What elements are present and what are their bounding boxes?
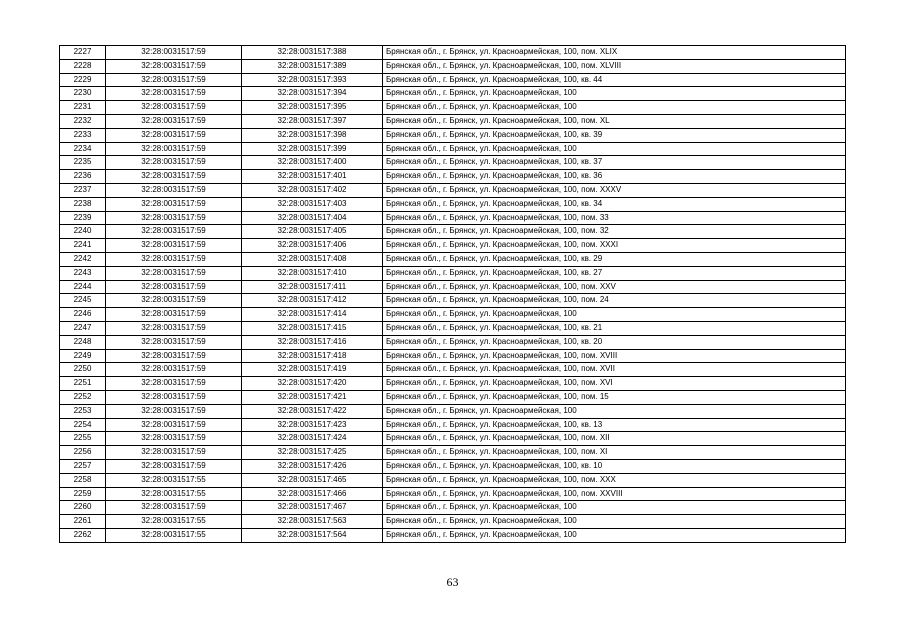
cadastral-number-cell: 32:28:0031517:421 xyxy=(242,390,383,404)
cadastral-number-cell: 32:28:0031517:406 xyxy=(242,239,383,253)
row-number-cell: 2259 xyxy=(60,487,106,501)
row-number-cell: 2262 xyxy=(60,528,106,542)
registry-table xyxy=(59,45,846,543)
table-row xyxy=(60,377,846,391)
row-number-cell: 2250 xyxy=(60,363,106,377)
address-cell: Брянская обл., г. Брянск, ул. Красноармейская, 100 xyxy=(383,501,846,515)
table-row xyxy=(60,459,846,473)
address-cell: Брянская обл., г. Брянск, ул. Красноармейская, 100, пом. XVIII xyxy=(383,349,846,363)
parent-cadastral-number-cell: 32:28:0031517:59 xyxy=(106,294,242,308)
address-cell: Брянская обл., г. Брянск, ул. Красноармейская, 100, пом. XVI xyxy=(383,377,846,391)
cadastral-number-cell: 32:28:0031517:418 xyxy=(242,349,383,363)
address-cell: Брянская обл., г. Брянск, ул. Красноармейская, 100 xyxy=(383,87,846,101)
cadastral-number-cell: 32:28:0031517:422 xyxy=(242,404,383,418)
address-cell: Брянская обл., г. Брянск, ул. Красноармейская, 100, пом. XII xyxy=(383,432,846,446)
cadastral-number-cell: 32:28:0031517:563 xyxy=(242,515,383,529)
row-number-cell: 2257 xyxy=(60,459,106,473)
row-number-cell: 2246 xyxy=(60,308,106,322)
cadastral-number-cell: 32:28:0031517:423 xyxy=(242,418,383,432)
cadastral-number-cell: 32:28:0031517:404 xyxy=(242,211,383,225)
row-number-cell: 2239 xyxy=(60,211,106,225)
parent-cadastral-number-cell: 32:28:0031517:59 xyxy=(106,459,242,473)
parent-cadastral-number-cell: 32:28:0031517:59 xyxy=(106,114,242,128)
address-cell: Брянская обл., г. Брянск, ул. Красноармейская, 100, кв. 37 xyxy=(383,156,846,170)
address-cell: Брянская обл., г. Брянск, ул. Красноармейская, 100 xyxy=(383,528,846,542)
row-number-cell: 2236 xyxy=(60,170,106,184)
address-cell: Брянская обл., г. Брянск, ул. Красноармейская, 100, кв. 44 xyxy=(383,73,846,87)
row-number-cell: 2240 xyxy=(60,225,106,239)
address-cell: Брянская обл., г. Брянск, ул. Красноармейская, 100, пом. XXVIII xyxy=(383,487,846,501)
table-row xyxy=(60,390,846,404)
cadastral-number-cell: 32:28:0031517:389 xyxy=(242,59,383,73)
cadastral-number-cell: 32:28:0031517:400 xyxy=(242,156,383,170)
registry-table-body xyxy=(60,46,846,543)
address-cell: Брянская обл., г. Брянск, ул. Красноармейская, 100, кв. 10 xyxy=(383,459,846,473)
cadastral-number-cell: 32:28:0031517:402 xyxy=(242,183,383,197)
cadastral-number-cell: 32:28:0031517:410 xyxy=(242,266,383,280)
parent-cadastral-number-cell: 32:28:0031517:59 xyxy=(106,418,242,432)
table-row xyxy=(60,528,846,542)
parent-cadastral-number-cell: 32:28:0031517:59 xyxy=(106,59,242,73)
cadastral-number-cell: 32:28:0031517:416 xyxy=(242,335,383,349)
row-number-cell: 2235 xyxy=(60,156,106,170)
table-row xyxy=(60,252,846,266)
page-number: 63 xyxy=(446,575,459,589)
row-number-cell: 2258 xyxy=(60,473,106,487)
address-cell: Брянская обл., г. Брянск, ул. Красноармейская, 100, пом. XXX xyxy=(383,473,846,487)
cadastral-number-cell: 32:28:0031517:408 xyxy=(242,252,383,266)
parent-cadastral-number-cell: 32:28:0031517:59 xyxy=(106,183,242,197)
cadastral-number-cell: 32:28:0031517:415 xyxy=(242,321,383,335)
parent-cadastral-number-cell: 32:28:0031517:59 xyxy=(106,432,242,446)
address-cell: Брянская обл., г. Брянск, ул. Красноармейская, 100, кв. 39 xyxy=(383,128,846,142)
address-cell: Брянская обл., г. Брянск, ул. Красноармейская, 100, кв. 34 xyxy=(383,197,846,211)
cadastral-number-cell: 32:28:0031517:395 xyxy=(242,101,383,115)
cadastral-number-cell: 32:28:0031517:405 xyxy=(242,225,383,239)
row-number-cell: 2261 xyxy=(60,515,106,529)
table-row xyxy=(60,473,846,487)
row-number-cell: 2237 xyxy=(60,183,106,197)
parent-cadastral-number-cell: 32:28:0031517:59 xyxy=(106,335,242,349)
row-number-cell: 2251 xyxy=(60,377,106,391)
parent-cadastral-number-cell: 32:28:0031517:59 xyxy=(106,252,242,266)
table-row xyxy=(60,101,846,115)
cadastral-number-cell: 32:28:0031517:394 xyxy=(242,87,383,101)
parent-cadastral-number-cell: 32:28:0031517:59 xyxy=(106,142,242,156)
address-cell: Брянская обл., г. Брянск, ул. Красноармейская, 100, кв. 20 xyxy=(383,335,846,349)
table-row xyxy=(60,432,846,446)
table-row xyxy=(60,363,846,377)
cadastral-number-cell: 32:28:0031517:397 xyxy=(242,114,383,128)
cadastral-number-cell: 32:28:0031517:420 xyxy=(242,377,383,391)
cadastral-number-cell: 32:28:0031517:466 xyxy=(242,487,383,501)
address-cell: Брянская обл., г. Брянск, ул. Красноармейская, 100, пом. XLVIII xyxy=(383,59,846,73)
address-cell: Брянская обл., г. Брянск, ул. Красноармейская, 100, кв. 13 xyxy=(383,418,846,432)
table-row xyxy=(60,87,846,101)
address-cell: Брянская обл., г. Брянск, ул. Красноармейская, 100, пом. XI xyxy=(383,446,846,460)
row-number-cell: 2245 xyxy=(60,294,106,308)
parent-cadastral-number-cell: 32:28:0031517:59 xyxy=(106,170,242,184)
parent-cadastral-number-cell: 32:28:0031517:59 xyxy=(106,363,242,377)
table-row xyxy=(60,294,846,308)
cadastral-number-cell: 32:28:0031517:426 xyxy=(242,459,383,473)
cadastral-number-cell: 32:28:0031517:414 xyxy=(242,308,383,322)
cadastral-number-cell: 32:28:0031517:419 xyxy=(242,363,383,377)
table-row xyxy=(60,404,846,418)
parent-cadastral-number-cell: 32:28:0031517:59 xyxy=(106,266,242,280)
address-cell: Брянская обл., г. Брянск, ул. Красноармейская, 100, пом. XXV xyxy=(383,280,846,294)
address-cell: Брянская обл., г. Брянск, ул. Красноармейская, 100, пом. XLIX xyxy=(383,46,846,60)
table-row xyxy=(60,349,846,363)
parent-cadastral-number-cell: 32:28:0031517:59 xyxy=(106,197,242,211)
parent-cadastral-number-cell: 32:28:0031517:59 xyxy=(106,225,242,239)
parent-cadastral-number-cell: 32:28:0031517:59 xyxy=(106,73,242,87)
table-row xyxy=(60,59,846,73)
row-number-cell: 2233 xyxy=(60,128,106,142)
row-number-cell: 2249 xyxy=(60,349,106,363)
row-number-cell: 2241 xyxy=(60,239,106,253)
parent-cadastral-number-cell: 32:28:0031517:59 xyxy=(106,501,242,515)
address-cell: Брянская обл., г. Брянск, ул. Красноармейская, 100, пом. 15 xyxy=(383,390,846,404)
table-row xyxy=(60,170,846,184)
parent-cadastral-number-cell: 32:28:0031517:59 xyxy=(106,87,242,101)
row-number-cell: 2243 xyxy=(60,266,106,280)
cadastral-number-cell: 32:28:0031517:388 xyxy=(242,46,383,60)
parent-cadastral-number-cell: 32:28:0031517:59 xyxy=(106,404,242,418)
address-cell: Брянская обл., г. Брянск, ул. Красноармейская, 100, кв. 29 xyxy=(383,252,846,266)
cadastral-number-cell: 32:28:0031517:411 xyxy=(242,280,383,294)
row-number-cell: 2232 xyxy=(60,114,106,128)
cadastral-number-cell: 32:28:0031517:399 xyxy=(242,142,383,156)
address-cell: Брянская обл., г. Брянск, ул. Красноармейская, 100, пом. XL xyxy=(383,114,846,128)
table-row xyxy=(60,266,846,280)
parent-cadastral-number-cell: 32:28:0031517:59 xyxy=(106,390,242,404)
row-number-cell: 2254 xyxy=(60,418,106,432)
row-number-cell: 2255 xyxy=(60,432,106,446)
address-cell: Брянская обл., г. Брянск, ул. Красноармейская, 100 xyxy=(383,308,846,322)
parent-cadastral-number-cell: 32:28:0031517:59 xyxy=(106,156,242,170)
parent-cadastral-number-cell: 32:28:0031517:59 xyxy=(106,308,242,322)
row-number-cell: 2242 xyxy=(60,252,106,266)
table-row xyxy=(60,501,846,515)
row-number-cell: 2253 xyxy=(60,404,106,418)
parent-cadastral-number-cell: 32:28:0031517:55 xyxy=(106,528,242,542)
table-row xyxy=(60,73,846,87)
row-number-cell: 2248 xyxy=(60,335,106,349)
parent-cadastral-number-cell: 32:28:0031517:55 xyxy=(106,473,242,487)
table-row xyxy=(60,321,846,335)
address-cell: Брянская обл., г. Брянск, ул. Красноармейская, 100 xyxy=(383,515,846,529)
cadastral-number-cell: 32:28:0031517:401 xyxy=(242,170,383,184)
address-cell: Брянская обл., г. Брянск, ул. Красноармейская, 100 xyxy=(383,404,846,418)
address-cell: Брянская обл., г. Брянск, ул. Красноармейская, 100, пом. XXXI xyxy=(383,239,846,253)
cadastral-number-cell: 32:28:0031517:424 xyxy=(242,432,383,446)
table-row xyxy=(60,308,846,322)
parent-cadastral-number-cell: 32:28:0031517:59 xyxy=(106,128,242,142)
cadastral-number-cell: 32:28:0031517:403 xyxy=(242,197,383,211)
registry-table-container xyxy=(59,45,845,543)
address-cell: Брянская обл., г. Брянск, ул. Красноармейская, 100, пом. 24 xyxy=(383,294,846,308)
table-row xyxy=(60,46,846,60)
parent-cadastral-number-cell: 32:28:0031517:55 xyxy=(106,487,242,501)
table-row xyxy=(60,114,846,128)
parent-cadastral-number-cell: 32:28:0031517:59 xyxy=(106,239,242,253)
cadastral-number-cell: 32:28:0031517:412 xyxy=(242,294,383,308)
table-row xyxy=(60,156,846,170)
cadastral-number-cell: 32:28:0031517:425 xyxy=(242,446,383,460)
table-row xyxy=(60,225,846,239)
table-row xyxy=(60,418,846,432)
parent-cadastral-number-cell: 32:28:0031517:59 xyxy=(106,446,242,460)
parent-cadastral-number-cell: 32:28:0031517:59 xyxy=(106,377,242,391)
row-number-cell: 2252 xyxy=(60,390,106,404)
cadastral-number-cell: 32:28:0031517:467 xyxy=(242,501,383,515)
table-row xyxy=(60,515,846,529)
row-number-cell: 2238 xyxy=(60,197,106,211)
parent-cadastral-number-cell: 32:28:0031517:59 xyxy=(106,211,242,225)
address-cell: Брянская обл., г. Брянск, ул. Красноармейская, 100, кв. 27 xyxy=(383,266,846,280)
row-number-cell: 2227 xyxy=(60,46,106,60)
table-row xyxy=(60,142,846,156)
cadastral-number-cell: 32:28:0031517:393 xyxy=(242,73,383,87)
cadastral-number-cell: 32:28:0031517:465 xyxy=(242,473,383,487)
address-cell: Брянская обл., г. Брянск, ул. Красноармейская, 100, кв. 36 xyxy=(383,170,846,184)
address-cell: Брянская обл., г. Брянск, ул. Красноармейская, 100, пом. XVII xyxy=(383,363,846,377)
parent-cadastral-number-cell: 32:28:0031517:59 xyxy=(106,321,242,335)
parent-cadastral-number-cell: 32:28:0031517:59 xyxy=(106,349,242,363)
row-number-cell: 2231 xyxy=(60,101,106,115)
table-row xyxy=(60,280,846,294)
table-row xyxy=(60,335,846,349)
row-number-cell: 2247 xyxy=(60,321,106,335)
address-cell: Брянская обл., г. Брянск, ул. Красноармейская, 100 xyxy=(383,101,846,115)
parent-cadastral-number-cell: 32:28:0031517:59 xyxy=(106,101,242,115)
address-cell: Брянская обл., г. Брянск, ул. Красноармейская, 100, пом. 32 xyxy=(383,225,846,239)
cadastral-number-cell: 32:28:0031517:564 xyxy=(242,528,383,542)
row-number-cell: 2244 xyxy=(60,280,106,294)
address-cell: Брянская обл., г. Брянск, ул. Красноармейская, 100, пом. 33 xyxy=(383,211,846,225)
row-number-cell: 2256 xyxy=(60,446,106,460)
row-number-cell: 2230 xyxy=(60,87,106,101)
address-cell: Брянская обл., г. Брянск, ул. Красноармейская, 100, пом. XXXV xyxy=(383,183,846,197)
parent-cadastral-number-cell: 32:28:0031517:55 xyxy=(106,515,242,529)
table-row xyxy=(60,446,846,460)
parent-cadastral-number-cell: 32:28:0031517:59 xyxy=(106,46,242,60)
table-row xyxy=(60,487,846,501)
table-row xyxy=(60,128,846,142)
row-number-cell: 2229 xyxy=(60,73,106,87)
parent-cadastral-number-cell: 32:28:0031517:59 xyxy=(106,280,242,294)
address-cell: Брянская обл., г. Брянск, ул. Красноармейская, 100, кв. 21 xyxy=(383,321,846,335)
table-row xyxy=(60,239,846,253)
row-number-cell: 2228 xyxy=(60,59,106,73)
row-number-cell: 2260 xyxy=(60,501,106,515)
cadastral-number-cell: 32:28:0031517:398 xyxy=(242,128,383,142)
table-row xyxy=(60,211,846,225)
table-row xyxy=(60,197,846,211)
row-number-cell: 2234 xyxy=(60,142,106,156)
table-row xyxy=(60,183,846,197)
address-cell: Брянская обл., г. Брянск, ул. Красноармейская, 100 xyxy=(383,142,846,156)
